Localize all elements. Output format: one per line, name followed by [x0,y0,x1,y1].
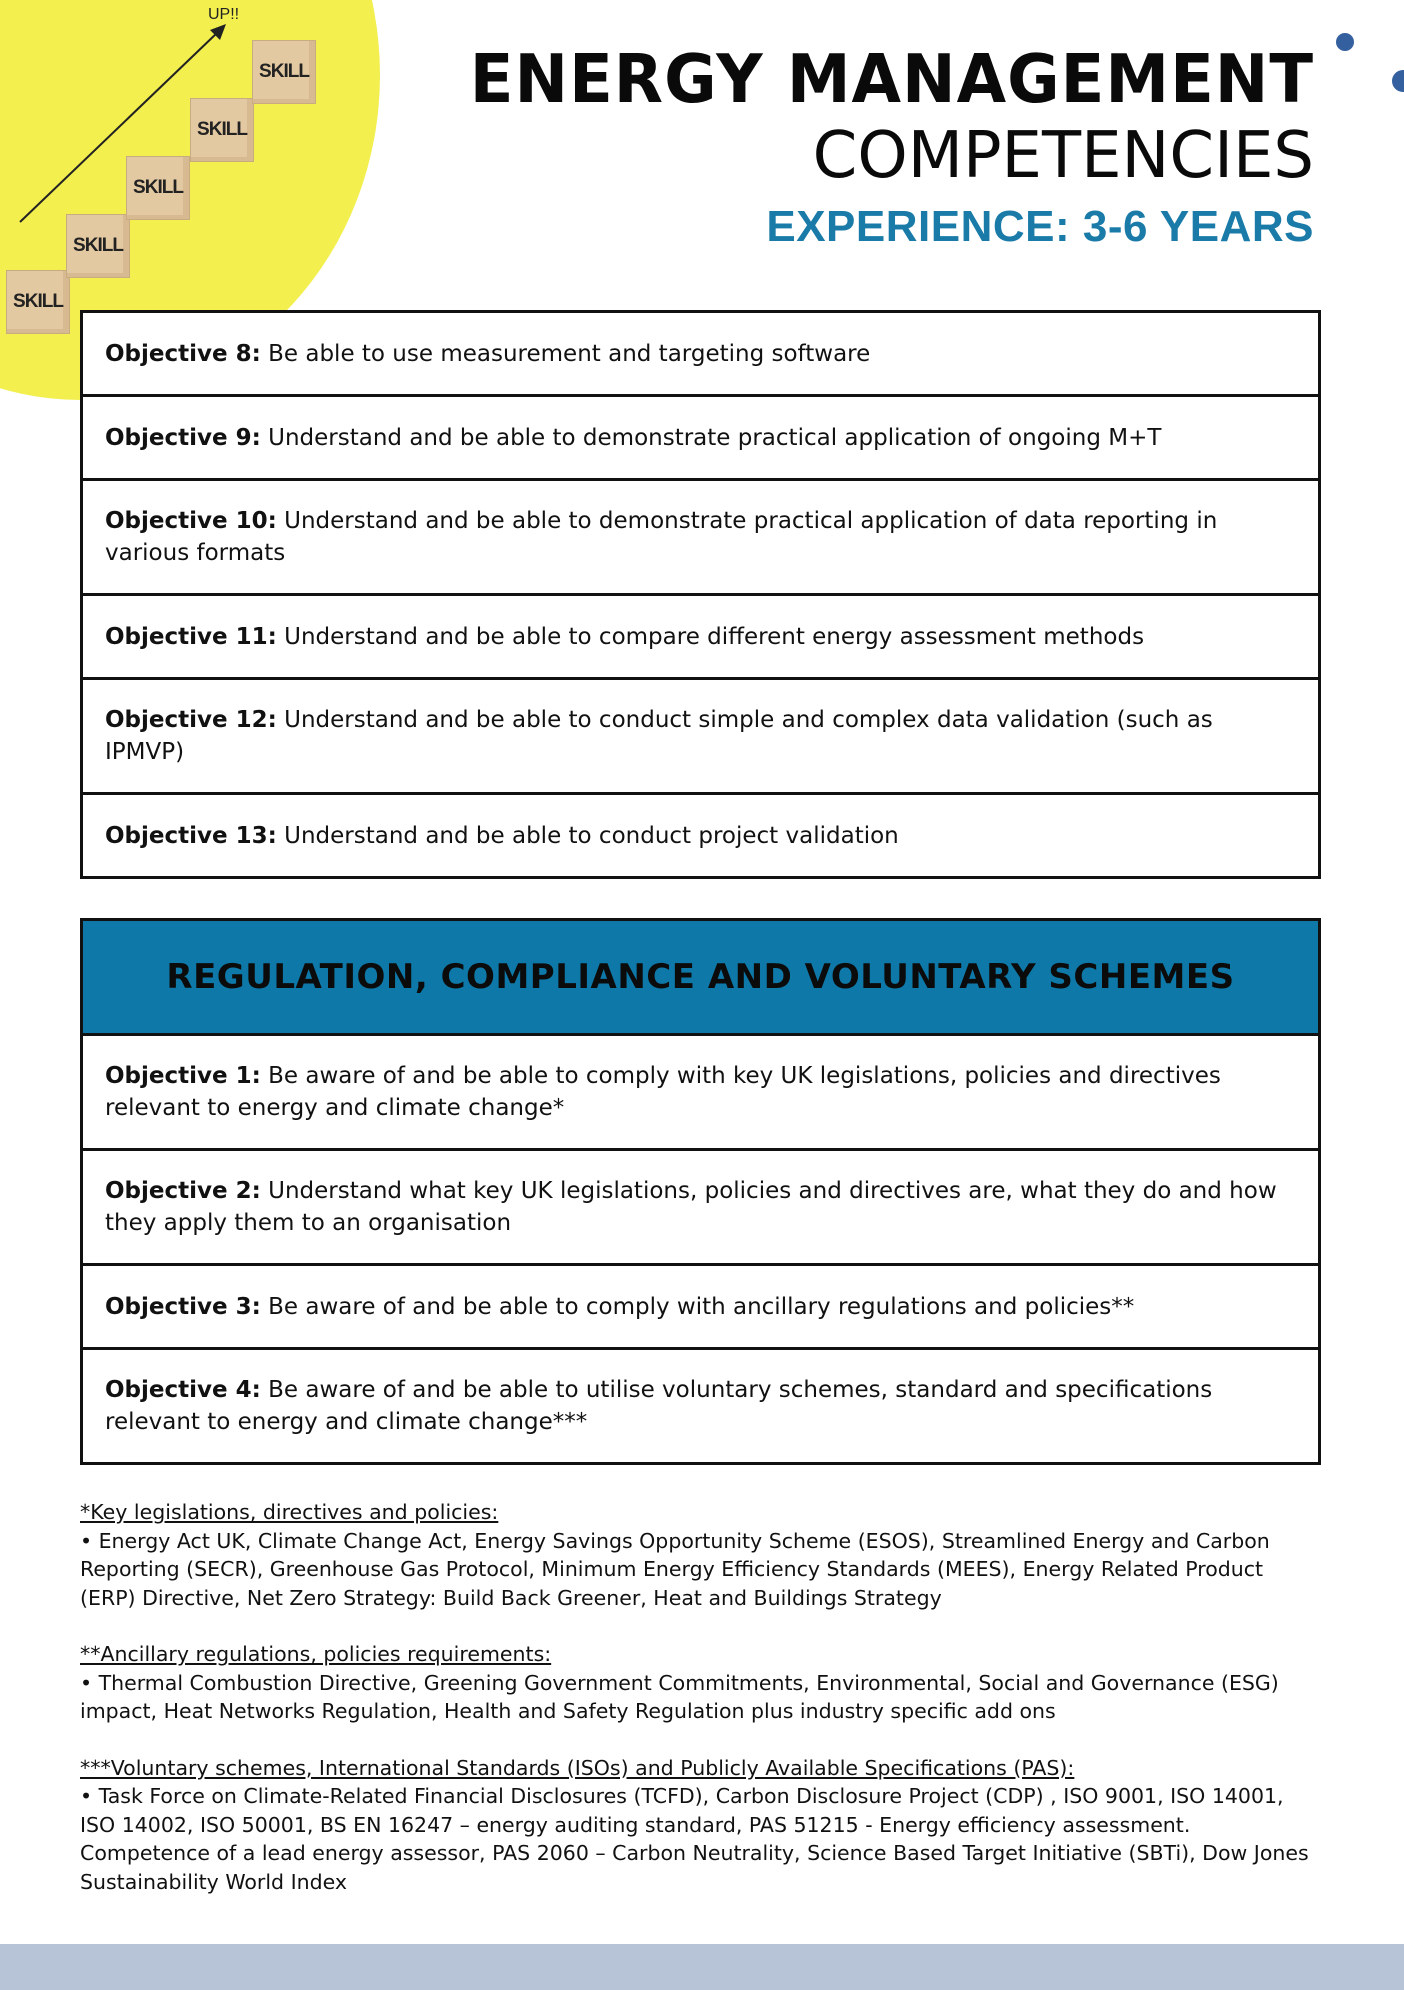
footnote-body: • Task Force on Climate-Related Financial Disclosures (TCFD), Carbon Disclosure Project (CDP) , ISO 9001, ISO 14001, ISO 14002, ISO 50001, BS EN 16247 – energy auditing standard, PAS 51215 - Energy efficiency assessment. Competence of a lead energy assessor, PAS 2060 – Carbon Neutrality, Science Based Target Initiative (SBTi), Dow Jones Sustainability World Index [80,1784,1309,1894]
objective-text: Understand what key UK legislations, policies and directives are, what they do and how they apply them to an organisation [105,1178,1277,1236]
table-row [83,1266,1318,1350]
objective-label: Objective 3: [105,1293,261,1320]
footnote-title: **Ancillary regulations, policies requirements: [80,1642,552,1666]
objective-label: Objective 4: [105,1377,261,1403]
skill-block: SKILL [190,98,254,162]
skill-block: SKILL [252,40,316,104]
table-row [83,596,1318,680]
footnote-key-legislations [80,1498,1320,1612]
regulation-table [80,918,1321,1465]
section-header: REGULATION, COMPLIANCE AND VOLUNTARY SCHEMES [83,921,1318,1036]
footnote-body: • Energy Act UK, Climate Change Act, Energy Savings Opportunity Scheme (ESOS), Streamlined Energy and Carbon Reporting (SECR), Greenhouse Gas Protocol, Minimum Energy Efficiency Standards (MEES), Energy Related Product (ERP) Directive, Net Zero Strategy: Build Back Greener, Heat and Buildings Strategy [80,1528,1270,1610]
footnotes [80,1498,1320,1924]
objective-text: Be able to use measurement and targeting software [268,340,871,367]
table-row [83,1151,1318,1266]
footnote-body: • Thermal Combustion Directive, Greening Government Commitments, Environmental, Social and Governance (ESG) impact, Heat Networks Regulation, Health and Safety Regulation plus industry specific add ons [80,1670,1279,1723]
objective-text: Understand and be able to demonstrate practical application of data reporting in various formats [105,508,1218,566]
objective-label: Objective 11: [105,623,277,650]
footnote-voluntary [80,1754,1320,1897]
objective-label: Objective 10: [105,508,277,534]
objective-text: Be aware of and be able to utilise voluntary schemes, standard and specifications relevant to energy and climate change*** [105,1377,1213,1435]
objectives-table [80,310,1321,879]
objective-text: Be aware of and be able to comply with ancillary regulations and policies** [268,1293,1135,1320]
table-row [83,1036,1318,1151]
table-row [83,795,1318,879]
skill-stairs-illustration [0,0,340,340]
table-row [83,313,1318,397]
objective-label: Objective 13: [105,822,277,849]
footnote-ancillary [80,1640,1320,1726]
objective-label: Objective 8: [105,340,261,367]
objective-label: Objective 1: [105,1063,261,1089]
objective-label: Objective 12: [105,707,277,733]
experience-label: EXPERIENCE: 3-6 YEARS [766,202,1314,251]
table-row [83,481,1318,596]
skill-block: SKILL [126,156,190,220]
objective-text: Understand and be able to compare different energy assessment methods [284,623,1145,650]
objective-text: Understand and be able to conduct simple and complex data validation (such as IPMVP) [105,707,1213,765]
dot-decoration [1336,33,1354,51]
footer-bar [0,1944,1404,1990]
page-subtitle: COMPETENCIES [812,119,1314,193]
objective-text: Understand and be able to conduct project validation [284,822,899,849]
table-row [83,680,1318,795]
footnote-title: ***Voluntary schemes, International Standards (ISOs) and Publicly Available Specifications (PAS): [80,1755,1075,1780]
table-row [83,397,1318,481]
up-label: UP!! [208,6,240,23]
title-block [470,40,1314,252]
objective-label: Objective 9: [105,424,261,451]
footnote-title: *Key legislations, directives and policies: [80,1500,499,1524]
page-title: ENERGY MANAGEMENT [469,41,1314,119]
dot-decoration [1392,70,1404,92]
skill-block: SKILL [6,270,70,334]
table-row [83,1350,1318,1465]
objective-label: Objective 2: [105,1178,261,1204]
objective-text: Be aware of and be able to comply with key UK legislations, policies and directives relevant to energy and climate change* [105,1063,1221,1121]
skill-block: SKILL [66,214,130,278]
objective-text: Understand and be able to demonstrate practical application of ongoing M+T [268,424,1162,451]
